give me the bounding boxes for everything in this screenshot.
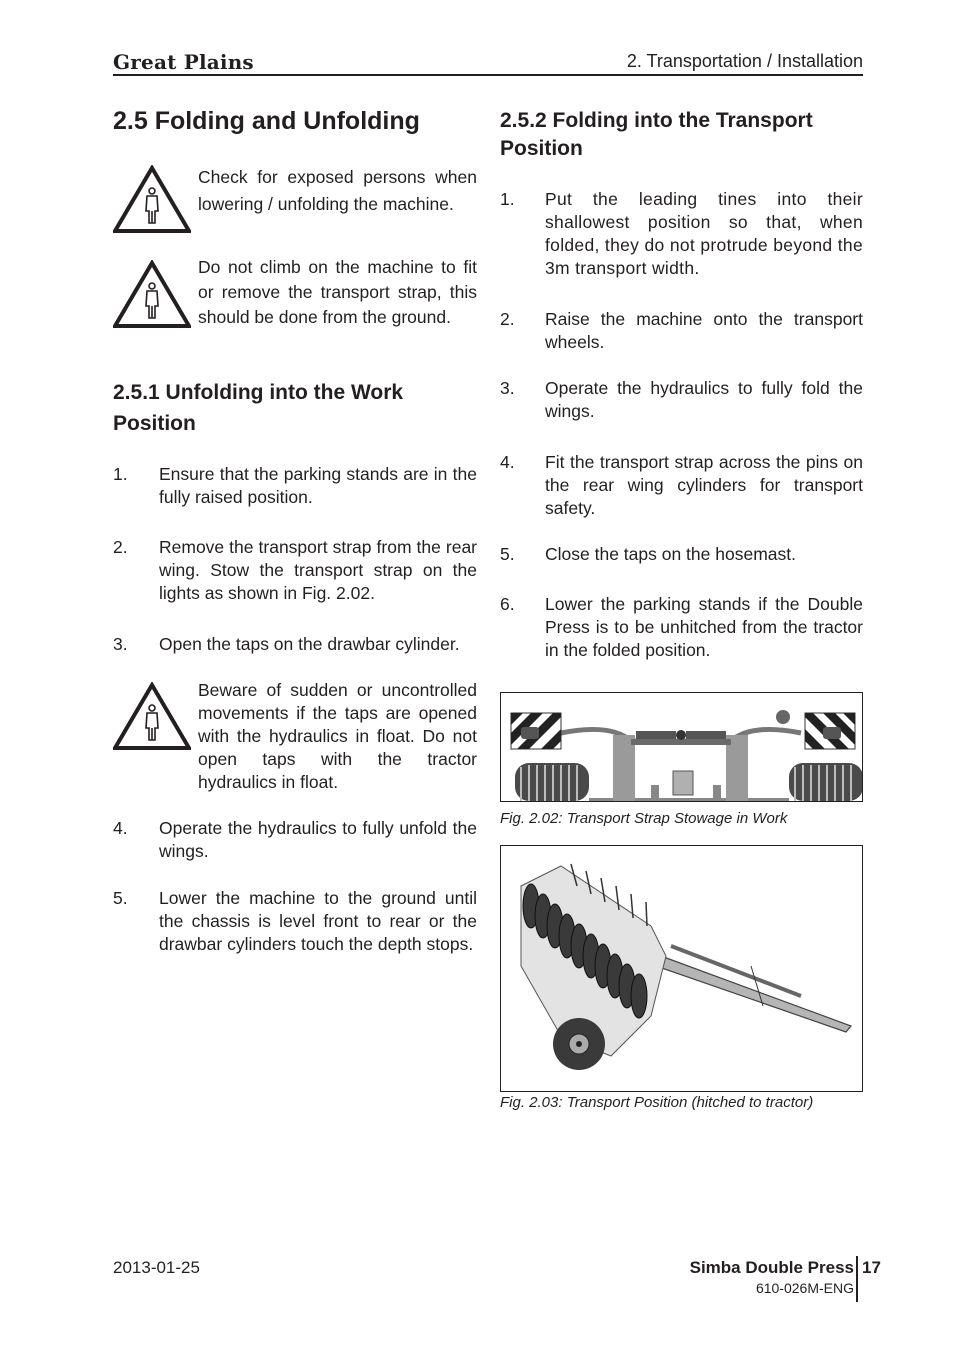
step-number: 2. xyxy=(113,537,128,557)
figure-caption: Fig. 2.03: Transport Position (hitched to tractor) xyxy=(500,1094,814,1111)
figure-caption: Fig. 2.02: Transport Strap Stowage in Work xyxy=(500,810,788,827)
page-number: 17 xyxy=(862,1258,881,1277)
header-rule xyxy=(113,74,863,76)
figure-transport-position xyxy=(500,845,863,1092)
fold-step-4: Fit the transport strap across the pins on the rear wing cylinders for transport safety. xyxy=(545,452,863,518)
unfold-step-5: Lower the machine to the ground until the chassis is level front to rear or the drawbar cylinders touch the depth stops. xyxy=(159,888,477,954)
step-number: 4. xyxy=(113,818,128,838)
step-number: 2. xyxy=(500,309,515,329)
brand-logo-text: Great Plains xyxy=(113,50,254,74)
fold-step-6: Lower the parking stands if the Double Press is to be unhitched from the tractor in the folded position. xyxy=(545,594,863,660)
warning-triangle-icon xyxy=(113,165,191,233)
step-number: 1. xyxy=(113,464,128,484)
step-number: 5. xyxy=(113,888,128,908)
step-number: 6. xyxy=(500,594,515,614)
warning-exposed-persons: Check for exposed persons when lowering / unfolding the machine. xyxy=(198,167,477,214)
fold-step-1: Put the leading tines into their shallowest position so that, when folded, they do not protrude beyond the 3m transport width. xyxy=(545,189,863,278)
subheading-unfolding: 2.5.1 Unfolding into the Work Position xyxy=(113,381,404,435)
step-number: 3. xyxy=(500,378,515,398)
footer-document-code: 610-026M-ENG xyxy=(755,1280,854,1296)
section-header: 2. Transportation / Installation xyxy=(626,51,863,71)
step-number: 4. xyxy=(500,452,515,472)
warning-triangle-icon xyxy=(113,260,191,328)
warning-triangle-icon xyxy=(113,682,191,750)
unfold-step-4: Operate the hydraulics to fully unfold the wings. xyxy=(159,818,477,861)
unfold-step-2: Remove the transport strap from the rear wing. Stow the transport strap on the lights as shown in Fig. 2.02. xyxy=(159,537,477,603)
warning-do-not-climb: Do not climb on the machine to fit or remove the transport strap, this should be done from the ground. xyxy=(198,257,477,327)
machine-folded-illustration xyxy=(501,846,862,1091)
step-number: 5. xyxy=(500,544,515,564)
figure-transport-strap xyxy=(500,692,863,802)
step-number: 3. xyxy=(113,634,128,654)
unfold-step-1: Ensure that the parking stands are in the fully raised position. xyxy=(159,464,477,507)
step-number: 1. xyxy=(500,189,515,209)
warning-sudden-movements: Beware of sudden or uncontrolled movements if the taps are opened with the hydraulics in float. Do not open taps with the tractor hydraulics in float. xyxy=(198,680,477,792)
footer-product-title: Simba Double Press xyxy=(689,1258,854,1277)
fold-step-3: Operate the hydraulics to fully fold the wings. xyxy=(545,378,863,421)
fold-step-2: Raise the machine onto the transport wheels. xyxy=(545,309,863,352)
section-title: 2.5 Folding and Unfolding xyxy=(113,107,420,135)
footer-date: 2013-01-25 xyxy=(113,1258,200,1277)
machine-rear-view-illustration xyxy=(501,693,862,801)
unfold-step-3: Open the taps on the drawbar cylinder. xyxy=(159,634,460,654)
fold-step-5: Close the taps on the hosemast. xyxy=(545,544,796,564)
subheading-folding: 2.5.2 Folding into the Transport Position xyxy=(500,109,813,160)
footer-divider xyxy=(856,1256,858,1302)
